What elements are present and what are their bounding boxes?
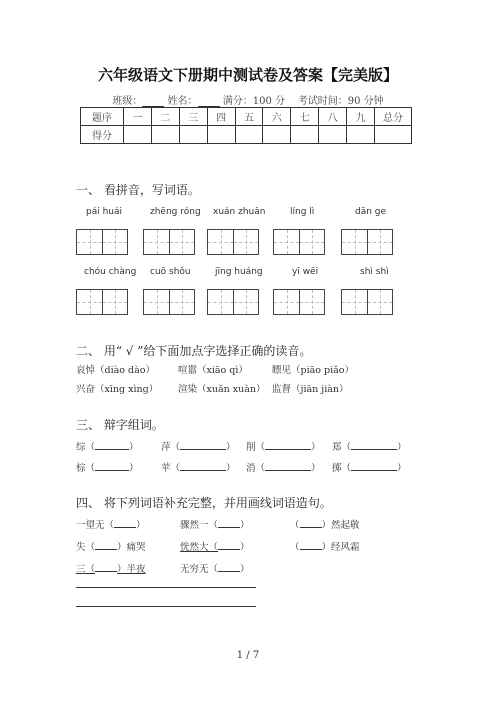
answer-blank[interactable] — [180, 461, 226, 471]
character: 棕 — [76, 463, 86, 474]
pinyin-label: chóu chàng — [84, 267, 137, 277]
idiom-suffix: ） — [240, 564, 250, 575]
writing-grid[interactable] — [273, 229, 325, 255]
idiom-prefix-underlined: 恍然大（ — [180, 542, 219, 553]
pinyin-label: shì shì — [360, 267, 389, 277]
idiom-item — [290, 517, 360, 531]
writing-grid[interactable] — [341, 229, 393, 255]
idiom-suffix: ） — [240, 520, 250, 531]
table-cell: 七 — [291, 108, 319, 126]
section-3-heading: 三、 辩字组词。 — [76, 418, 164, 432]
pronunciation-item[interactable]: 渲染（xuǎn xuàn） — [178, 384, 266, 395]
score-input-cell[interactable] — [207, 126, 235, 144]
character: 综 — [76, 442, 86, 453]
word-group-item: 掷（ ） — [332, 463, 407, 474]
character: 苹 — [161, 463, 171, 474]
idiom-item — [76, 517, 146, 531]
idiom-prefix: 无穷无（ — [180, 564, 219, 575]
score-input-cell[interactable] — [151, 126, 179, 144]
pinyin-label: dān ge — [355, 207, 387, 217]
score-table — [80, 107, 412, 144]
section-2-heading: 二、 用“ √ ”给下面加点字选择正确的读音。 — [76, 344, 312, 358]
answer-blank[interactable] — [351, 461, 397, 471]
score-input-cell[interactable] — [179, 126, 207, 144]
word-group-item: 消（ ） — [246, 463, 321, 474]
pronunciation-item[interactable]: 监督（jiān jiàn） — [272, 384, 349, 395]
score-input-cell[interactable] — [319, 126, 347, 144]
writing-grid[interactable] — [143, 229, 195, 255]
class-blank — [142, 96, 164, 107]
writing-grid[interactable] — [207, 229, 259, 255]
score-input-cell[interactable] — [124, 126, 152, 144]
word-group-item: 郑（ ） — [332, 442, 407, 453]
answer-blank[interactable] — [265, 461, 311, 471]
word-group-item: 萍（ ） — [161, 442, 236, 453]
answer-blank[interactable] — [180, 440, 226, 450]
table-cell: 八 — [319, 108, 347, 126]
answer-blank[interactable] — [351, 440, 397, 450]
table-cell: 二 — [151, 108, 179, 126]
idiom-prefix: 失（ — [76, 542, 96, 553]
pinyin-label: xuán zhuǎn — [213, 207, 266, 217]
writing-grid[interactable] — [273, 289, 325, 315]
sentence-line[interactable] — [76, 606, 256, 607]
score-table-score-row — [81, 126, 412, 144]
score-input-cell[interactable] — [347, 126, 375, 144]
name-label: 姓名： — [167, 96, 198, 107]
word-group-item: 棕（ ） — [76, 463, 139, 474]
idiom-suffix: ）半夜 — [117, 564, 146, 575]
pronunciation-item[interactable]: 喧嚣（xiāo qì） — [178, 365, 248, 376]
class-label: 班级： — [112, 96, 143, 107]
name-blank — [198, 96, 220, 107]
idiom-item — [290, 539, 360, 553]
answer-blank[interactable] — [265, 440, 311, 450]
writing-grid[interactable] — [207, 289, 259, 315]
pronunciation-item[interactable]: 瞟见（piāo piǎo） — [272, 365, 355, 376]
score-input-cell[interactable] — [375, 126, 412, 144]
idiom-item — [180, 517, 250, 531]
answer-blank[interactable] — [95, 540, 117, 550]
exam-time: 考试时间：90 分钟 — [297, 96, 384, 107]
idiom-item — [76, 539, 146, 553]
idiom-prefix: （ — [290, 520, 300, 531]
idiom-prefix: 一望无（ — [76, 520, 115, 531]
answer-blank[interactable] — [95, 440, 129, 450]
idiom-suffix: ） — [136, 520, 146, 531]
answer-blank[interactable] — [95, 461, 129, 471]
idiom-suffix: ） — [240, 542, 250, 553]
exam-info — [0, 92, 496, 107]
table-cell: 六 — [263, 108, 291, 126]
idiom-prefix: （ — [290, 542, 300, 553]
score-input-cell[interactable] — [291, 126, 319, 144]
character: 削 — [246, 442, 256, 453]
score-input-cell[interactable] — [263, 126, 291, 144]
table-cell: 总分 — [375, 108, 412, 126]
answer-blank[interactable] — [114, 518, 136, 528]
table-cell: 四 — [207, 108, 235, 126]
pinyin-label: jīng huáng — [215, 267, 263, 277]
answer-blank[interactable] — [218, 562, 240, 572]
word-group-item: 苹（ ） — [161, 463, 236, 474]
character: 掷 — [332, 463, 342, 474]
table-cell: 三 — [179, 108, 207, 126]
idiom-suffix: ）经风霜 — [321, 542, 360, 553]
answer-blank[interactable] — [300, 540, 322, 550]
pinyin-label: pái huái — [86, 207, 123, 217]
idiom-suffix: ）然起敬 — [321, 520, 360, 531]
writing-grid[interactable] — [341, 289, 393, 315]
character: 消 — [246, 463, 256, 474]
writing-grid[interactable] — [143, 289, 195, 315]
idiom-item — [180, 539, 250, 553]
table-cell: 五 — [235, 108, 263, 126]
sentence-line[interactable] — [76, 587, 256, 588]
full-score: 满分：100 分 — [222, 96, 285, 107]
answer-blank[interactable] — [218, 518, 240, 528]
idiom-prefix: 骤然一（ — [180, 520, 219, 531]
word-group-item: 削（ ） — [246, 442, 321, 453]
pronunciation-item[interactable]: 哀悼（diào dào） — [76, 365, 155, 376]
word-group-item: 综（ ） — [76, 442, 139, 453]
table-cell: 九 — [347, 108, 375, 126]
score-table-header-row — [81, 108, 412, 126]
writing-grid[interactable] — [76, 289, 128, 315]
section-1-heading: 一、 看拼音，写词语。 — [76, 183, 200, 197]
table-cell: 得分 — [81, 126, 124, 144]
table-cell: 一 — [124, 108, 152, 126]
pinyin-label: líng lì — [290, 207, 315, 217]
idiom-item — [180, 561, 250, 575]
table-cell: 题序 — [81, 108, 124, 126]
page-number: 1 / 7 — [236, 650, 260, 661]
character: 萍 — [161, 442, 171, 453]
character: 郑 — [332, 442, 342, 453]
section-4-heading: 四、 将下列词语补充完整，并用画线词语造句。 — [76, 496, 332, 510]
idiom-suffix: ）痛哭 — [117, 542, 146, 553]
pinyin-label: zhēng róng — [150, 207, 201, 217]
idiom-item — [76, 561, 146, 575]
answer-blank[interactable] — [95, 562, 117, 572]
answer-blank[interactable] — [300, 518, 322, 528]
writing-grid[interactable] — [76, 229, 128, 255]
page-title: 六年级语文下册期中测试卷及答案【完美版】 — [97, 66, 398, 84]
pronunciation-item[interactable]: 兴奋（xīng xìng） — [76, 384, 159, 395]
idiom-prefix: 三（ — [76, 564, 96, 575]
answer-blank[interactable] — [218, 540, 240, 550]
score-input-cell[interactable] — [235, 126, 263, 144]
pinyin-label: yī wēi — [292, 267, 319, 277]
pinyin-label: cuō shǒu — [150, 267, 191, 277]
